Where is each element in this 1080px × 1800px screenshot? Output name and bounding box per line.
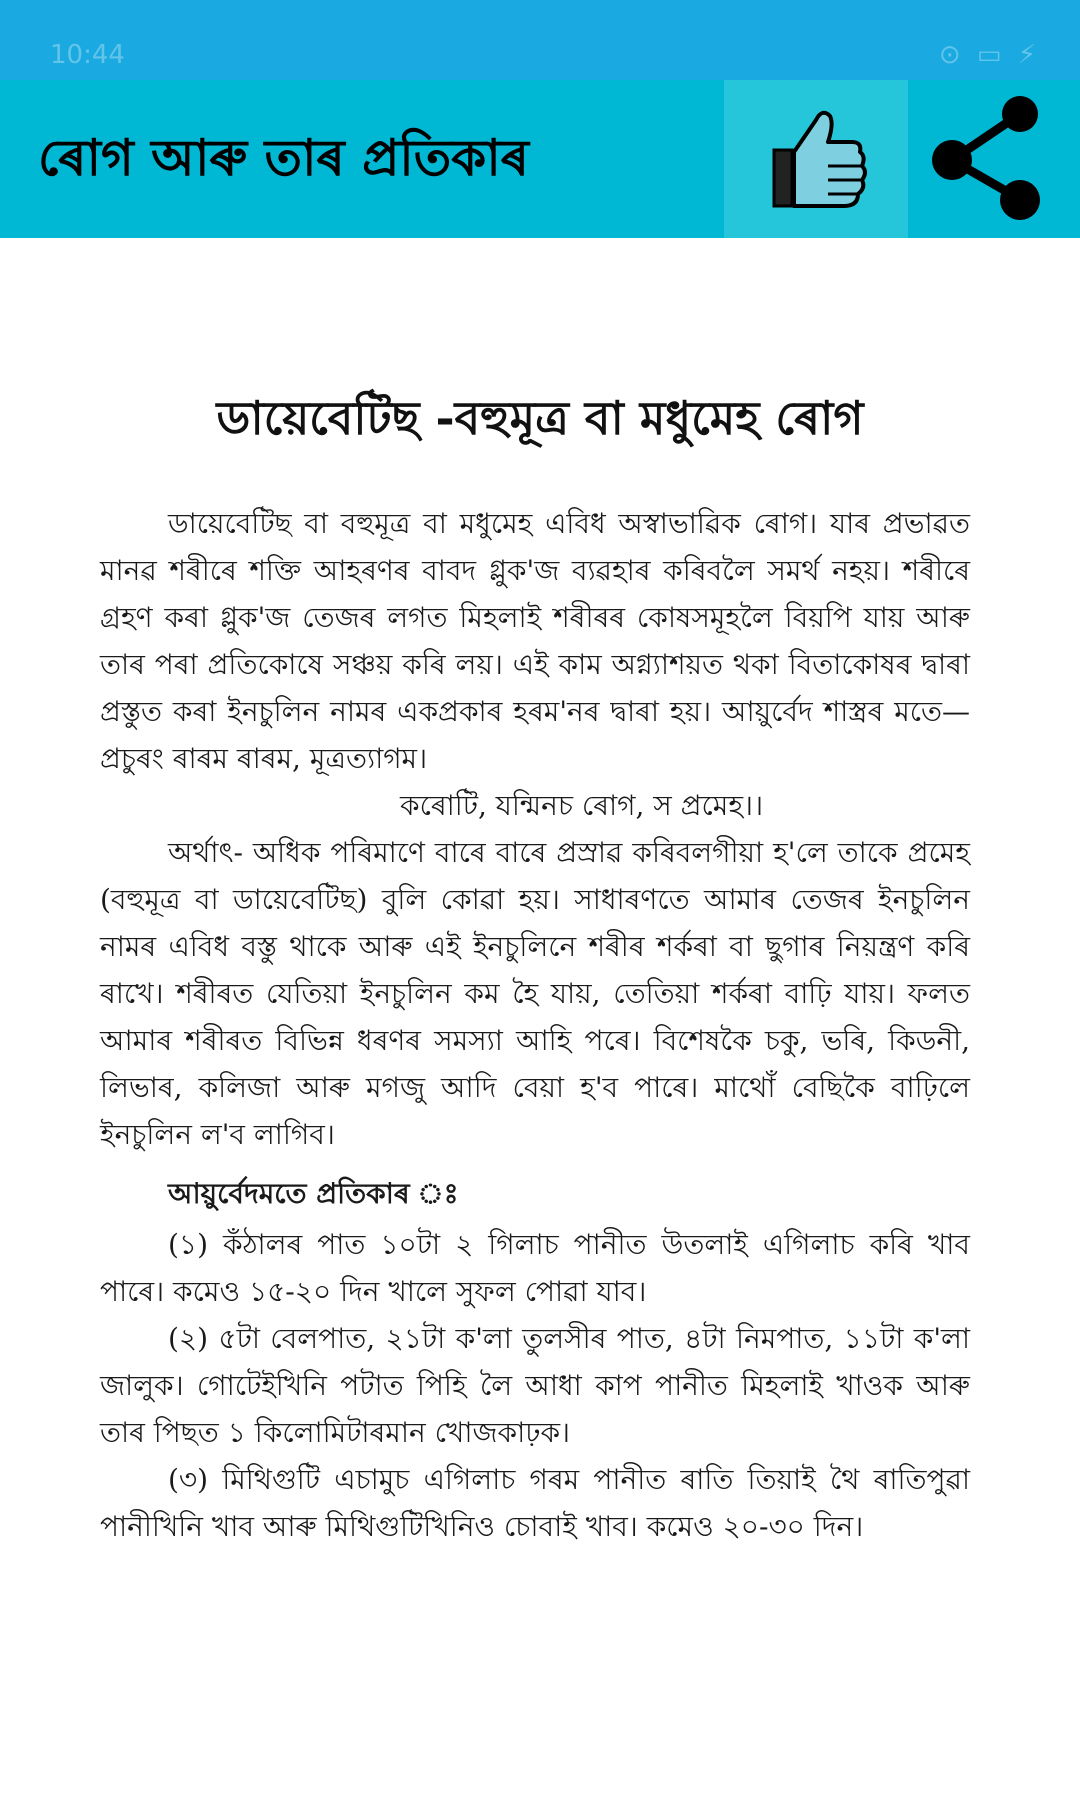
thumbs-up-icon [724, 80, 908, 238]
app-title: ৰোগ আৰু তাৰ প্ৰতিকাৰ [38, 129, 529, 187]
status-icons: ⊙ ▭ ⚡ [938, 40, 1040, 70]
document-heading: ডায়েবেটিছ -বহুমূত্ৰ বা মধুমেহ ৰোগ [216, 391, 864, 445]
status-time: 10:44 [50, 40, 125, 70]
remedy-item: (৩) মিথিগুটি এচামুচ এগিলাচ গৰম পানীত ৰাতি তিয়াই থৈ ৰাতিপুৱা পানীখিনি খাব আৰু মিথিগুটিখিনিও চোবাই খাব। কমেও ২০-৩০ দিন। [100, 1463, 970, 1543]
remedies-subheading: আয়ুৰ্বেদমতে প্ৰতিকাৰ ঃ [168, 1177, 459, 1210]
paragraph: অৰ্থাৎ- অধিক পৰিমাণে বাৰে বাৰে প্ৰস্ৰাৱ কৰিবলগীয়া হ'লে তাকে প্ৰমেহ (বহুমূত্ৰ বা ডায়েবেটিছ) বুলি কোৱা হয়। সাধাৰণতে আমাৰ তেজৰ ইনচুলিন নামৰ এবিধ বস্তু থাকে আৰু এই ইনচুলিনে শৰীৰ শৰ্কৰা বা ছুগাৰ নিয়ন্ত্ৰণ কৰি ৰাখে। শৰীৰত যেতিয়া ইনচুলিন কম হৈ যায়, তেতিয়া শৰ্কৰা বাঢ়ি যায়। ফলত আমাৰ শৰীৰত বিভিন্ন ধৰণৰ সমস্যা আহি পৰে। বিশেষকৈ চকু, ভৰি, কিডনী, লিভাৰ, কলিজা আৰু মগজু আদি বেয়া হ'ব পাৰে। মাথোঁ বেছিকৈ বাঢ়িলে ইনচুলিন ল'ব লাগিব। [100, 836, 970, 1151]
document-page[interactable] [0, 238, 1080, 1800]
like-button[interactable] [724, 80, 908, 238]
remedy-item: (১) কঁঠালৰ পাত ১০টা ২ গিলাচ পানীত উতলাই এগিলাচ কৰি খাব পাৰে। কমেও ১৫-২০ দিন খালে সুফল পোৱা যাব। [100, 1228, 970, 1308]
document-body [100, 500, 970, 1550]
share-icon [908, 80, 1080, 238]
verse-line: কৰোটি, যন্মিনচ ৰোগ, স প্ৰমেহ।। [400, 789, 764, 822]
status-bar [0, 0, 1080, 80]
app-bar [0, 80, 1080, 238]
share-button[interactable] [908, 80, 1080, 238]
remedy-item: (২) ৫টা বেলপাত, ২১টা ক'লা তুলসীৰ পাত, ৪টা নিমপাত, ১১টা ক'লা জালুক। গোটেইখিনি পটাত পিহি লৈ আধা কাপ পানীত মিহলাই খাওক আৰু তাৰ পিছত ১ কিলোমিটাৰমান খোজকাঢ়ক। [100, 1322, 970, 1449]
paragraph: ডায়েবেটিছ বা বহুমূত্ৰ বা মধুমেহ এবিধ অস্বাভাৱিক ৰোগ। যাৰ প্ৰভাৱত মানৱ শৰীৰে শক্তি আহৰণৰ বাবদ গ্লুক'জ ব্যৱহাৰ কৰিবলৈ সমৰ্থ নহয়। শৰীৰে গ্ৰহণ কৰা গ্লুক'জ তেজৰ লগত মিহলাই শৰীৰৰ কোষসমূহলৈ বিয়পি যায় আৰু তাৰ পৰা প্ৰতিকোষে সঞ্চয় কৰি লয়। এই কাম অগ্ন্যাশয়ত থকা বিতাকোষৰ দ্বাৰা প্ৰস্তুত কৰা ইনচুলিন নামৰ একপ্ৰকাৰ হৰম'নৰ দ্বাৰা হয়। আয়ুৰ্বেদ শাস্ত্ৰৰ মতে— প্ৰচুৰং ৰাৰম ৰাৰম, মূত্ৰত্যাগম। [100, 507, 970, 775]
